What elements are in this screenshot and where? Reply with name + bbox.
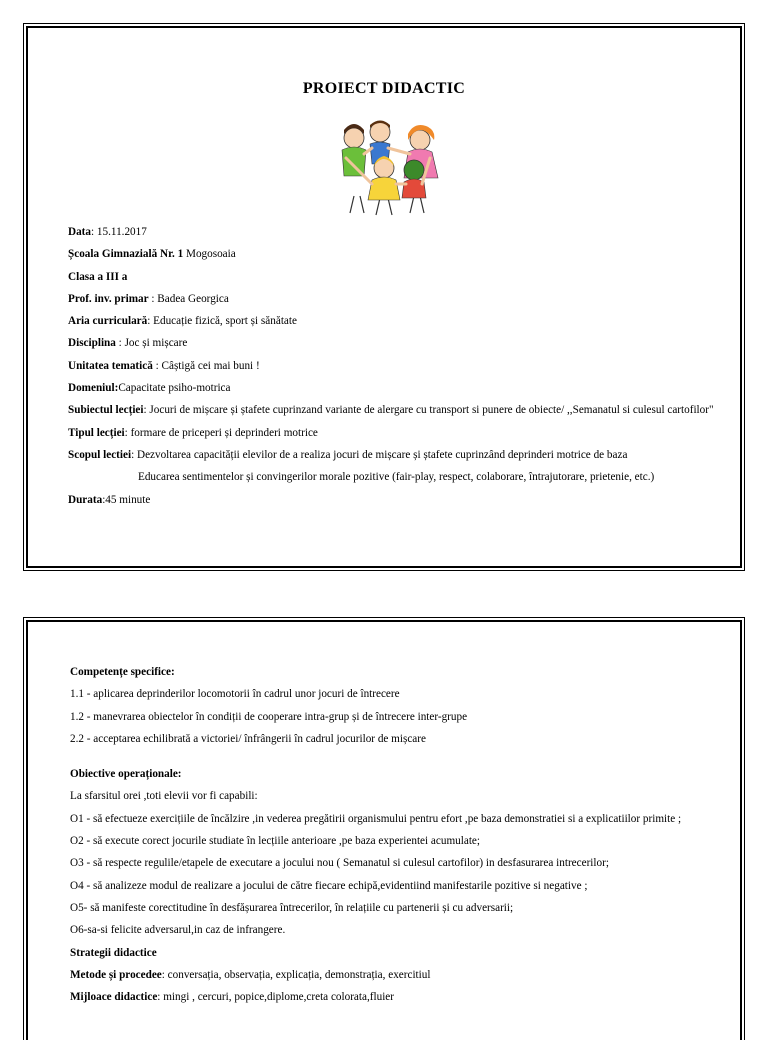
field-row [68,382,716,395]
field-row [68,271,716,284]
field-label: Aria curriculară [68,315,148,328]
obiective-heading: Obiective operaționale: [70,768,182,781]
field-row [68,248,716,261]
mijloace-row [70,991,716,1004]
field-label: Clasa a III a [68,270,128,283]
competenta-item: 1.2 - manevrarea obiectelor în condiții de cooperare intra-grup și de întrecere inter-grupe [70,710,468,723]
field-value: Joc și mișcare [124,337,188,350]
competenta-item: 2.2 - acceptarea echilibrată a victoriei/ înfrângerii în cadrul jocurilor de mișcare [70,732,426,745]
field-row [68,360,716,373]
obiectiv-item: O4 - să analizeze modul de realizare a jocului de către fiecare echipă,evidentiind manifestarile pozitive si negative ; [70,879,588,892]
obiective-list [70,813,716,937]
obiective-intro: La sfarsitul orei ,toti elevii vor fi capabili: [70,790,258,803]
field-label: Unitatea tematică [68,359,153,372]
field-label: Data [68,226,91,238]
obiectiv-item: O3 - să respecte regulile/etapele de executare a jocului nou ( Semanatul si culesul cartofilor) in desfasurarea intrecerilor; [70,857,609,870]
field-row [68,337,716,350]
obiectiv-item: O1 - să efectueze exercițiile de încălzire ,in vederea pregătirii organismului pentru efort ,pe baza demonstratiei si a explicatiilor primite ; [70,812,682,825]
competenta-item: 1.1 - aplicarea deprinderilor locomotorii în cadrul unor jocuri de întrecere [70,688,400,701]
obiectiv-item: O5- să manifeste corectitudine în desfășurarea întrecerilor, în relațiile cu partenerii și cu adversarii; [70,901,514,914]
field-value: Dezvoltarea capacității elevilor de a realiza jocuri de mișcare și ștafete cuprinzând deprinderi motrice de baza [136,448,628,461]
field-label: Domeniul: [68,382,119,395]
field-sep: : [147,315,154,328]
field-sep: : [91,226,97,238]
document-page-2 [26,620,742,1040]
field-sep: : [148,292,158,305]
field-label: Disciplina [68,337,116,350]
field-label: Scopul lectiei [68,448,132,461]
field-value: 45 minute [105,493,151,506]
field-value: Educație fizică, sport și sănătate [153,315,297,328]
metode-value: : conversația, observația, explicația, demonstrația, exercitiul [161,968,431,981]
obiectiv-item: O6-sa-si felicite adversarul,in caz de infrangere. [70,924,286,937]
field-row [68,315,716,328]
mijloace-value: : mingi , cercuri, popice,diplome,creta colorata,fluier [157,991,394,1004]
field-value: 15.11.2017 [96,226,147,238]
strategii-heading: Strategii didactice [70,946,157,959]
children-circle-dance-icon [324,118,450,218]
project-details [68,226,716,516]
field-row [68,404,716,417]
document-page-1 [26,26,742,568]
field-label: Prof. inv. primar [68,292,149,305]
field-label: Școala Gimnazială Nr. 1 [68,248,184,261]
competente-list [70,688,716,746]
field-value: Câștigă cei mai buni ! [161,359,260,372]
field-row [68,427,716,440]
field-sep: : [115,337,125,350]
field-row [68,449,716,462]
field-value: Mogosoaia [186,248,236,261]
field-label: Tipul lecției [68,426,125,439]
field-value: formare de priceperi și deprinderi motrice [130,426,318,439]
field-row [68,471,716,484]
field-value: Educarea sentimentelor și convingerilor morale pozitive (fair-play, respect, colaborare, întrajutorare, prietenie, etc.) [138,471,655,484]
field-sep: : [124,426,131,439]
field-sep: : [152,359,162,372]
field-sep: : [131,448,137,461]
mijloace-label: Mijloace didactice [70,991,158,1004]
document-title: PROIECT DIDACTIC [302,80,466,97]
field-row [68,494,716,507]
field-row [68,226,716,239]
field-row [68,293,716,306]
field-value: Jocuri de mișcare și ștafete cuprinzand variante de alergare cu transport si punere de obiecte/ ,,Semanatul si culesul cartofilor" [149,404,714,417]
field-sep: : [102,493,106,506]
metode-row [70,969,716,982]
metode-label: Metode și procedee [70,968,162,981]
field-label: Subiectul lecției [68,404,144,417]
field-value: Capacitate psiho-motrica [118,382,231,395]
project-objectives [70,666,716,1013]
field-value: Badea Georgica [157,292,229,305]
field-label: Durata [68,493,103,506]
competente-heading: Competențe specifice: [70,666,175,678]
obiectiv-item: O2 - să execute corect jocurile studiate în lecțiile anterioare ,pe baza experientei acumulate; [70,835,480,848]
field-sep: : [143,404,150,417]
